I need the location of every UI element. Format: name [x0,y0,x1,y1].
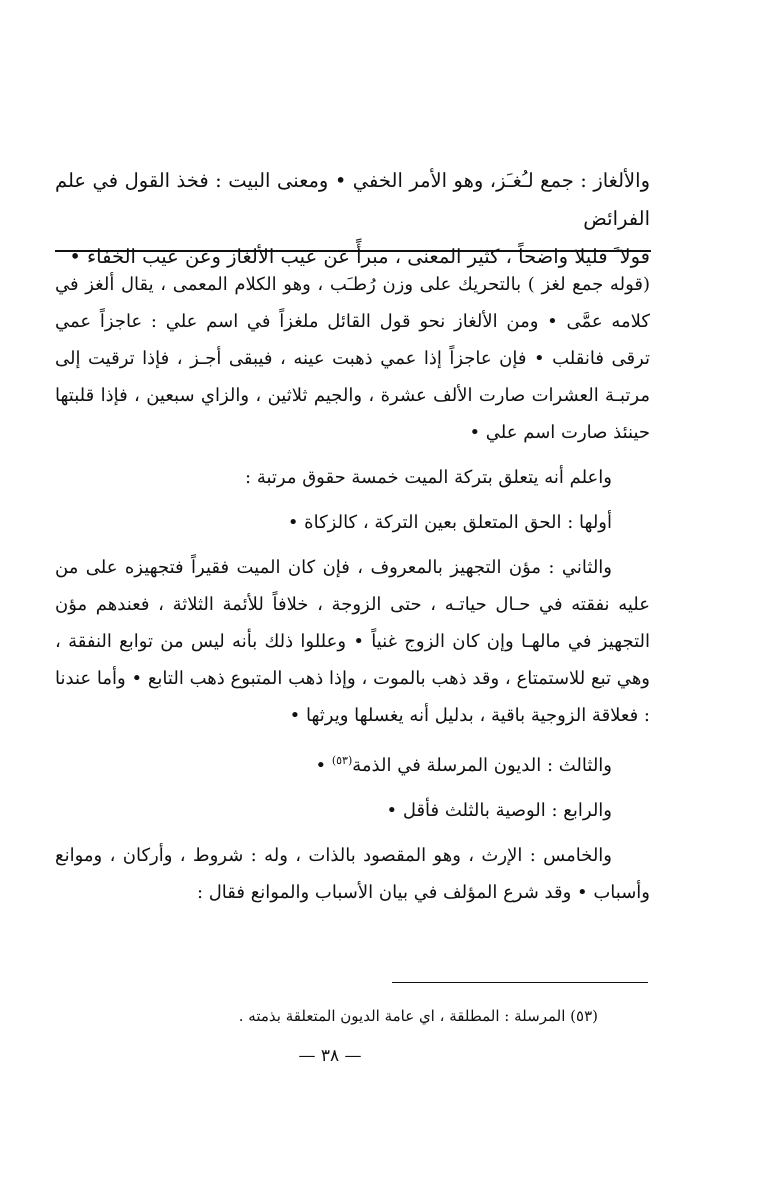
main-text-line: قولا ً قليلا واضحاً ، كثير المعنى ، مبرأً عن عيب الألغاز وعن عيب الخفاء • [69,245,650,268]
commentary-paragraph: أولها : الحق المتعلق بعين التركة ، كالزكاة • [287,512,612,533]
commentary-paragraph-text: والثالث : الديون المرسلة في الذمة [352,755,612,776]
commentary-paragraph: (قوله جمع لغز ) بالتحريك على وزن رُطـَب ، وهو الكلام المعمى ، يقال ألغز في كلامه عمَّى • ومن الألغاز نحو قول القائل ملغزاً في اسم علي : عاجزاً عمي ترقى فانقلب • فإن عاجزاً إذا عمي ذهبت عينه ، فيبقى أجـز ، فإذا ترقيت إلى مرتبـة العشرات صارت الألف عشرة ، والجيم ثلاثين ، والزاي سبعين ، فإذا قلبتها حينئذ صارت اسم علي • [55,274,650,443]
commentary-paragraph: واعلم أنه يتعلق بتركة الميت خمسة حقوق مرتبة : [245,467,612,488]
main-text-verse-explanation [55,162,650,276]
footnote-reference[interactable]: (٥٣) [331,754,353,767]
separator-rule [55,250,651,252]
commentary-paragraph: والرابع : الوصية بالثلث فأقل • [386,800,612,821]
main-text-line: والألغاز : جمع لـُغـَز، وهو الأمر الخفي • ومعنى البيت : فخذ القول في علم الفرائض [55,169,650,230]
commentary-text [55,266,650,911]
commentary-paragraph: والخامس : الإرث ، وهو المقصود بالذات ، وله : شروط ، وأركان ، وموانع وأسباب • وقد شرع المؤلف في بيان الأسباب والموانع فقال : [55,845,650,903]
paragraph-end-mark: • [315,755,332,776]
commentary-paragraph: والثاني : مؤن التجهيز بالمعروف ، فإن كان الميت فقيراً فتجهيزه على من عليه نفقته في حـال حياتـه ، حتى الزوجة ، خلافاً للأئمة الثلاثة ، فعندهم مؤن التجهيز في مالهـا وإن كان الزوج غنياً • وعللوا ذلك بأنه ليس من توابع النفقة ، وهي تبع للاستمتاع ، وقد ذهب بالموت ، وإذا ذهب المتبوع ذهب التابع • وأما عندنا : فعلاقة الزوجية باقية ، بدليل أنه يغسلها ويرثها • [55,557,650,726]
commentary-paragraph [55,742,650,784]
footnote-separator [392,982,648,983]
page-number: — ٣٨ — [298,1046,362,1066]
footnote: (٥٣) المرسلة : المطلقة ، اي عامة الديون المتعلقة بذمته . [238,1007,598,1025]
